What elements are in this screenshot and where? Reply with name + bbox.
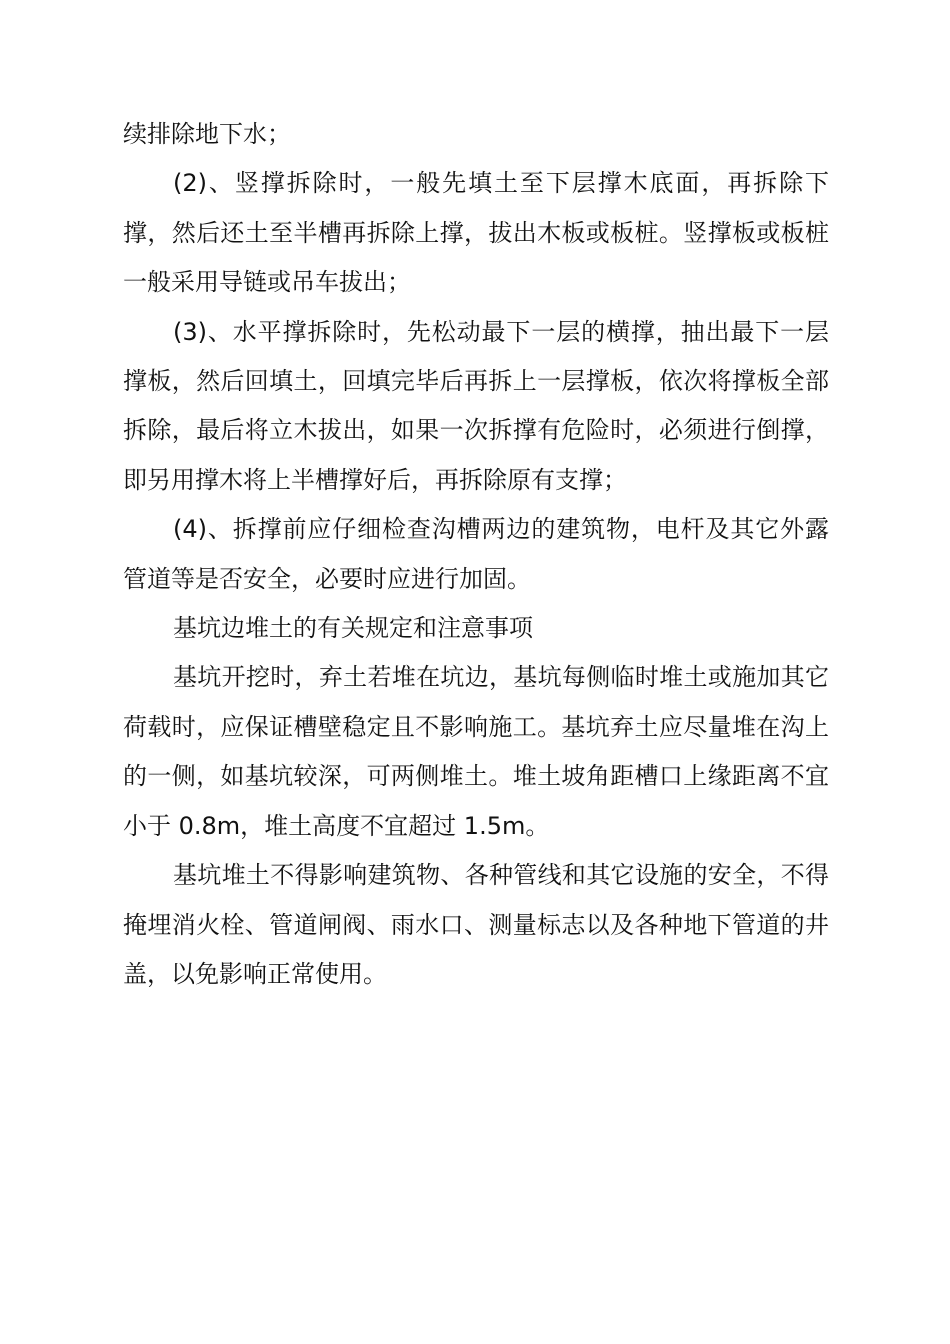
document-body [123,110,829,999]
paragraph-continuation: 续排除地下水； [123,120,291,148]
paragraph-spoil-pile-rules: 基坑开挖时，弃土若堆在坑边，基坑每侧临时堆土或施加其它荷载时，应保证槽壁稳定且不影响施工。基坑弃土应尽量堆在沟上的一侧，如基坑较深，可两侧堆土。堆土坡角距槽口上缘距离不宜小于 0.8m，堆土高度不宜超过 1.5m。 [123,663,829,840]
paragraph-spoil-pile-safety: 基坑堆土不得影响建筑物、各种管线和其它设施的安全，不得掩埋消火栓、管道闸阀、雨水口、测量标志以及各种地下管道的井盖，以免影响正常使用。 [123,861,829,988]
paragraph-pre-removal-inspection: (4)、拆撑前应仔细检查沟槽两边的建筑物，电杆及其它外露管道等是否安全，必要时应进行加固。 [123,515,829,593]
paragraph-horizontal-brace-removal: (3)、水平撑拆除时，先松动最下一层的横撑，抽出最下一层撑板，然后回填土，回填完毕后再拆上一层撑板，依次将撑板全部拆除，最后将立木拔出，如果一次拆撑有危险时，必须进行倒撑，即另用撑木将上半槽撑好后，再拆除原有支撑； [123,317,829,494]
section-heading-spoil-pile: 基坑边堆土的有关规定和注意事项 [173,614,533,643]
paragraph-vertical-brace-removal: (2)、竖撑拆除时，一般先填土至下层撑木底面，再拆除下撑，然后还土至半槽再拆除上撑，拔出木板或板桩。竖撑板或板桩一般采用导链或吊车拔出； [123,169,829,297]
